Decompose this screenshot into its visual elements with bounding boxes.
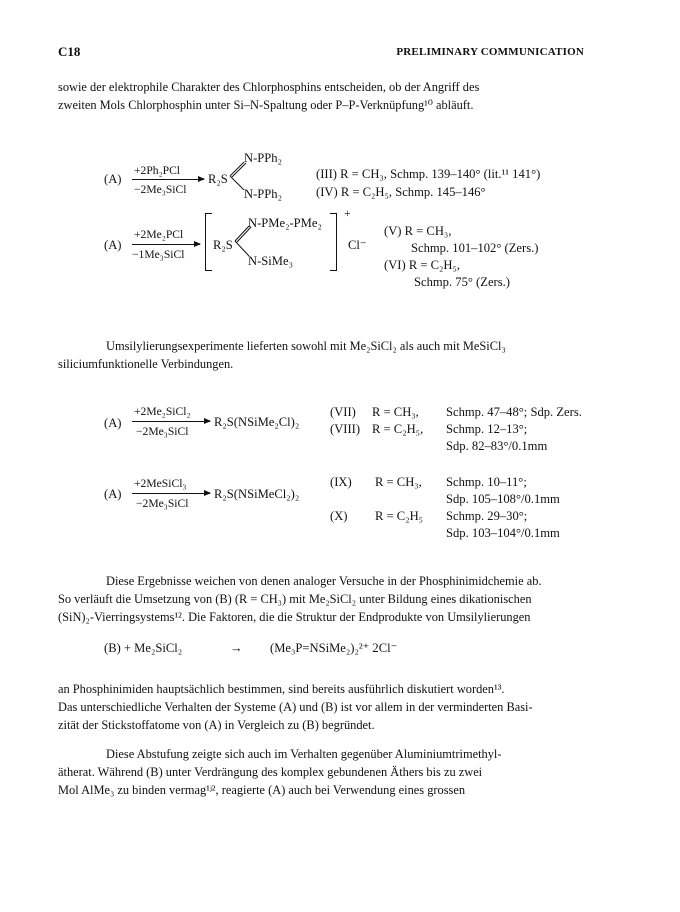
compound-data: Sdp. 105–108°/0.1mm — [446, 492, 560, 506]
product: R₂S(NSiMe₂Cl)₂ — [214, 415, 300, 429]
top-group: N-PMe₂-PMe₂ — [248, 216, 322, 230]
equation-left: (B) + Me₂SiCl₂ — [104, 641, 183, 655]
product-core: R₂S — [208, 172, 228, 186]
paragraph-3 — [58, 572, 618, 626]
bottom-group: N-PPh₂ — [244, 187, 282, 201]
compound-id: (VIII) — [330, 422, 361, 436]
compound-id: (IX) — [330, 475, 352, 489]
compound-entry: Schmp. 75° (Zers.) — [414, 275, 510, 289]
bracket-left — [205, 213, 212, 271]
counter-anion: Cl⁻ — [348, 238, 367, 252]
equation-arrow: → — [230, 641, 243, 655]
text-line: zität der Stickstoffatome von (A) in Vergleich zu (B) begründet. — [58, 718, 375, 732]
reaction-arrow — [132, 179, 204, 180]
byproduct-below: −1Me₃SiCl — [132, 248, 185, 261]
compound-entry: (VI) R = C₂H₅, — [384, 258, 461, 272]
compound-data: Schmp. 12–13°; — [446, 422, 528, 436]
bracket-right — [330, 213, 337, 271]
paragraph-2 — [58, 337, 618, 373]
byproduct-below: −2Me₃SiCl — [134, 183, 187, 196]
text-line: Mol AlMe₃ zu binden vermag¹ʲ², reagierte (A) auch bei Verwendung eines grossen — [58, 783, 466, 797]
compound-data: Schmp. 47–48°; Sdp. Zers. — [446, 405, 582, 419]
product-core: R₂S — [213, 238, 233, 252]
reagent-above: +2Me₂SiCl₂ — [134, 405, 191, 418]
compound-r: R = C₂H₅, — [372, 422, 424, 436]
compound-entry: (V) R = CH₃, — [384, 224, 452, 238]
compound-data: Schmp. 10–11°; — [446, 475, 527, 489]
compound-id: (VII) — [330, 405, 356, 419]
compound-data: Schmp. 29–30°; — [446, 509, 528, 523]
reagent-above: +2Ph₂PCl — [134, 164, 181, 177]
compound-data: Sdp. 103–104°/0.1mm — [446, 526, 560, 540]
text-line: zweiten Mols Chlorphosphin unter Si–N-Spaltung oder P–P-Verknüpfung¹⁰ abläuft. — [58, 98, 474, 112]
paragraph-4 — [58, 680, 618, 734]
page-number: C18 — [58, 44, 81, 59]
text-line: siliciumfunktionelle Verbindungen. — [58, 357, 234, 371]
reagent-above: +2MeSiCl₃ — [134, 477, 187, 490]
compound-id: (X) — [330, 509, 348, 523]
reactant-label: (A) — [104, 487, 122, 501]
reactant-label: (A) — [104, 238, 122, 252]
reagent-above: +2Me₂PCl — [134, 228, 184, 241]
compound-r: R = CH₃, — [375, 475, 422, 489]
text-line: (SiN)₂-Vierringsystems¹². Die Faktoren, die die Struktur der Endprodukte von Umsilylierungen — [58, 610, 531, 624]
reaction-arrow — [132, 421, 210, 422]
running-title: PRELIMINARY COMMUNICATION — [396, 46, 584, 58]
text-line: ätherat. Während (B) unter Verdrängung des komplex gebundenen Äthers bis zu zwei — [58, 765, 483, 779]
compound-r: R = CH₃, — [372, 405, 419, 419]
text-line: Umsilylierungsexperimente lieferten sowohl mit Me₂SiCl₂ als auch mit MeSiCl₃ — [106, 339, 506, 353]
text-line: Das unterschiedliche Verhalten der Systeme (A) und (B) ist vor allem in der verminderten Basi- — [58, 700, 533, 714]
paragraph-1 — [58, 78, 618, 114]
compound-entry: (III) R = CH₃, Schmp. 139–140° (lit.¹¹ 141°) — [316, 167, 541, 181]
reaction-arrow — [132, 244, 200, 245]
byproduct-below: −2Me₃SiCl — [136, 497, 189, 510]
text-line: Diese Abstufung zeigte sich auch im Verhalten gegenüber Aluminiumtrimethyl- — [106, 747, 502, 761]
text-line: Diese Ergebnisse weichen von denen analoger Versuche in der Phosphinimidchemie ab. — [106, 574, 542, 588]
reactant-label: (A) — [104, 416, 122, 430]
product: R₂S(NSiMeCl₂)₂ — [214, 487, 300, 501]
compound-entry: (IV) R = C₂H₅, Schmp. 145–146° — [316, 185, 486, 199]
text-line: an Phosphinimiden hauptsächlich bestimmen, sind bereits ausführlich diskutiert worden¹³. — [58, 682, 505, 696]
compound-data: Sdp. 82–83°/0.1mm — [446, 439, 548, 453]
reaction-arrow — [132, 493, 210, 494]
text-line: sowie der elektrophile Charakter des Chlorphosphins entscheiden, ob der Angriff des — [58, 80, 480, 94]
text-line: So verläuft die Umsetzung von (B) (R = CH₃) mit Me₂SiCl₂ unter Bildung eines dikationischen — [58, 592, 532, 606]
top-group: N-PPh₂ — [244, 151, 282, 165]
compound-entry: Schmp. 101–102° (Zers.) — [411, 241, 539, 255]
byproduct-below: −2Me₃SiCl — [136, 425, 189, 438]
charge: + — [344, 207, 351, 220]
equation-right: (Me₃P=NSiMe₂)₂²⁺ 2Cl⁻ — [270, 641, 398, 655]
bottom-group: N-SiMe₃ — [248, 254, 293, 268]
compound-r: R = C₂H₅ — [375, 509, 424, 523]
paragraph-5 — [58, 745, 618, 799]
reactant-label: (A) — [104, 172, 122, 186]
